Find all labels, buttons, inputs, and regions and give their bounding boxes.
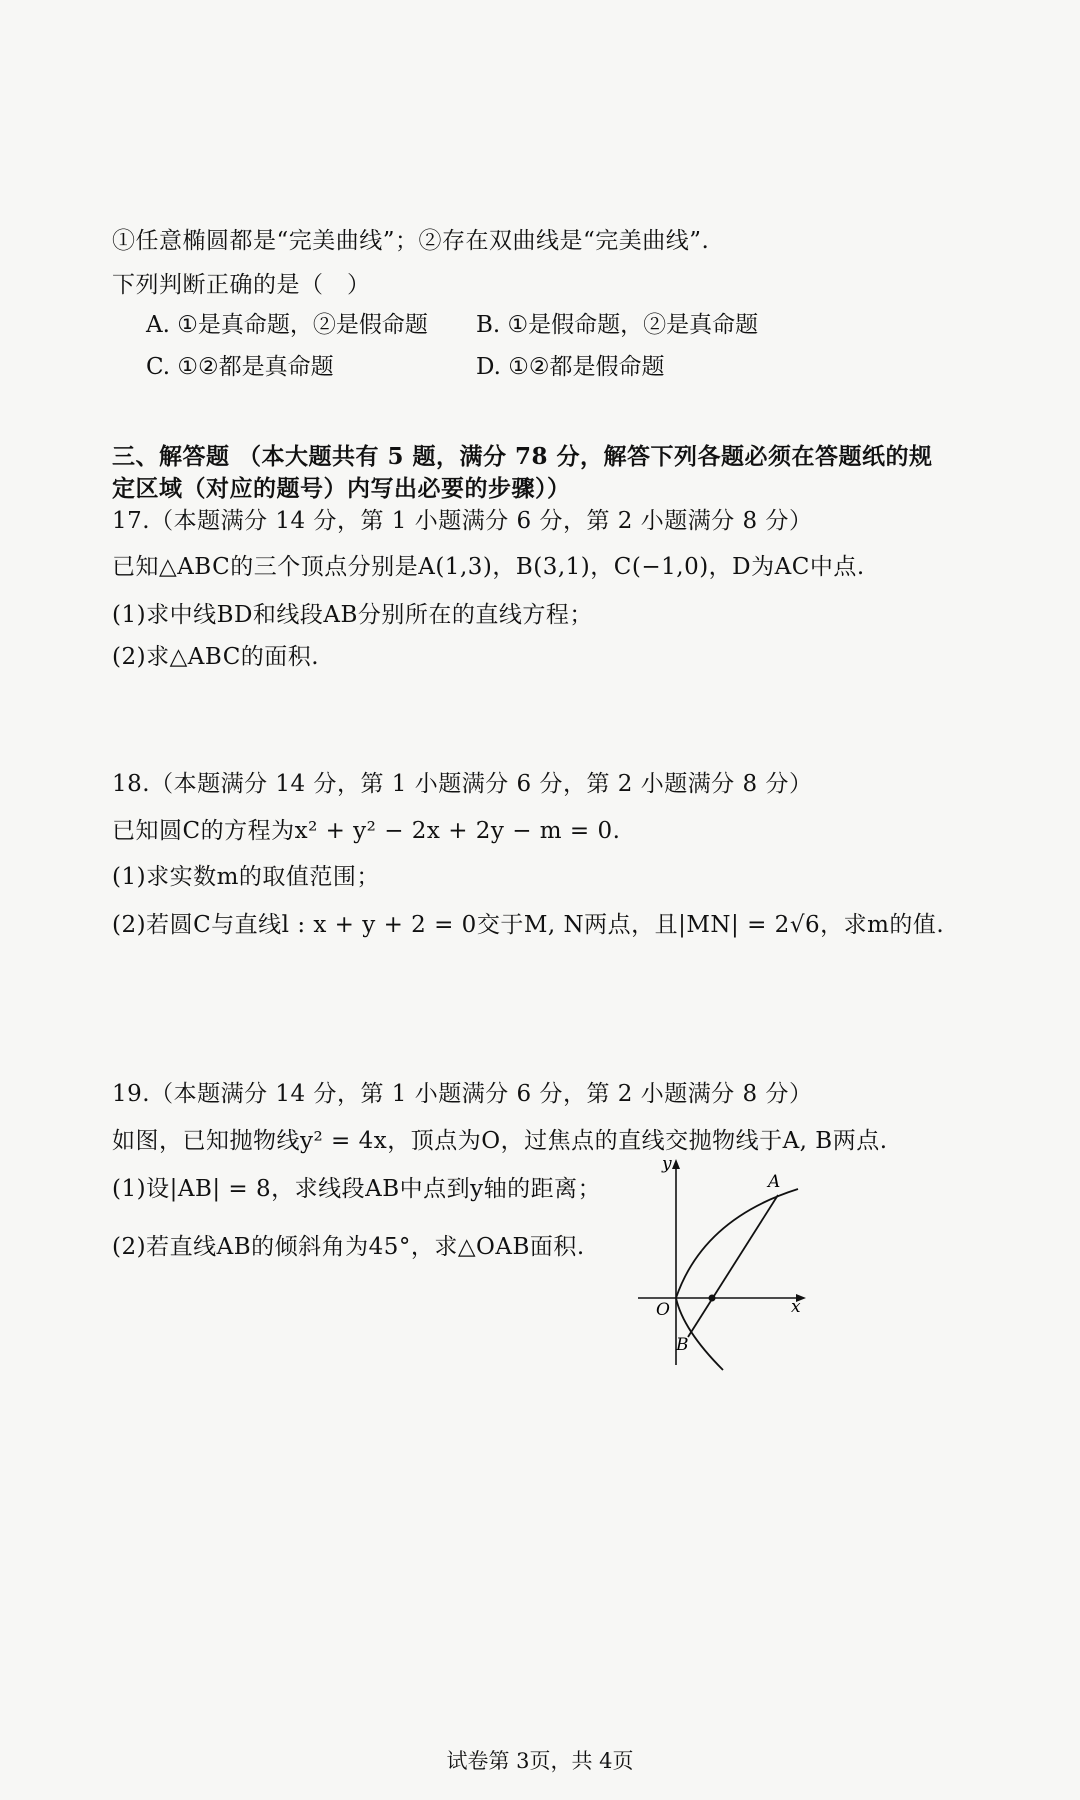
page-footer: 试卷第 3页，共 4页 (446, 1749, 634, 1773)
y-axis-label: y (662, 1155, 672, 1174)
x-axis-label: x (791, 1297, 801, 1317)
option-d: D. ①②都是假命题 (476, 354, 665, 380)
q18-stem: 已知圆C的方程为x² + y² − 2x + 2y − m = 0. (112, 818, 621, 844)
origin-label: O (656, 1300, 670, 1320)
option-b: B. ①是假命题，②是真命题 (476, 312, 759, 338)
q19-part1: (1)设|AB| = 8，求线段AB中点到y轴的距离； (112, 1176, 602, 1202)
point-a-label: A (768, 1172, 781, 1192)
q17-part2: (2)求△ABC的面积. (112, 644, 320, 670)
q19-header: 19.（本题满分 14 分，第 1 小题满分 6 分，第 2 小题满分 8 分） (112, 1081, 813, 1107)
q18-header: 18.（本题满分 14 分，第 1 小题满分 6 分，第 2 小题满分 8 分） (112, 771, 813, 797)
option-a: A. ①是真命题，②是假命题 (146, 312, 428, 338)
focus-point (709, 1295, 716, 1302)
q17-header: 17.（本题满分 14 分，第 1 小题满分 6 分，第 2 小题满分 8 分） (112, 508, 813, 534)
section3-title-line2: 定区域（对应的题号）内写出必要的步骤）） (112, 475, 571, 502)
q16-prompt: 下列判断正确的是（ ） (112, 272, 371, 298)
q18-part1: (1)求实数m的取值范围； (112, 864, 380, 890)
q19-part2: (2)若直线AB的倾斜角为45°，求△OAB面积. (112, 1234, 585, 1260)
parabola-curve (676, 1189, 798, 1370)
q18-part2: (2)若圆C与直线l : x + y + 2 = 0交于M, N两点，且|MN| = 2√6，求m的值. (112, 912, 945, 938)
chord-ab (688, 1195, 778, 1337)
q17-stem: 已知△ABC的三个顶点分别是A(1,3)，B(3,1)，C(−1,0)，D为AC中点. (112, 554, 865, 580)
y-axis-arrow-icon (672, 1159, 680, 1169)
q19-stem: 如图，已知抛物线y² = 4x，顶点为O，过焦点的直线交抛物线于A, B两点. (112, 1128, 888, 1154)
option-c: C. ①②都是真命题 (146, 354, 334, 380)
section3-title-line1: 三、解答题 （本大题共有 5 题，满分 78 分，解答下列各题必须在答题纸的规 (112, 443, 933, 470)
parabola-figure (628, 1155, 818, 1375)
point-b-label: B (676, 1335, 689, 1355)
q16-statements: ①任意椭圆都是“完美曲线”；②存在双曲线是“完美曲线”. (112, 228, 710, 254)
q17-part1: (1)求中线BD和线段AB分别所在的直线方程； (112, 602, 593, 628)
